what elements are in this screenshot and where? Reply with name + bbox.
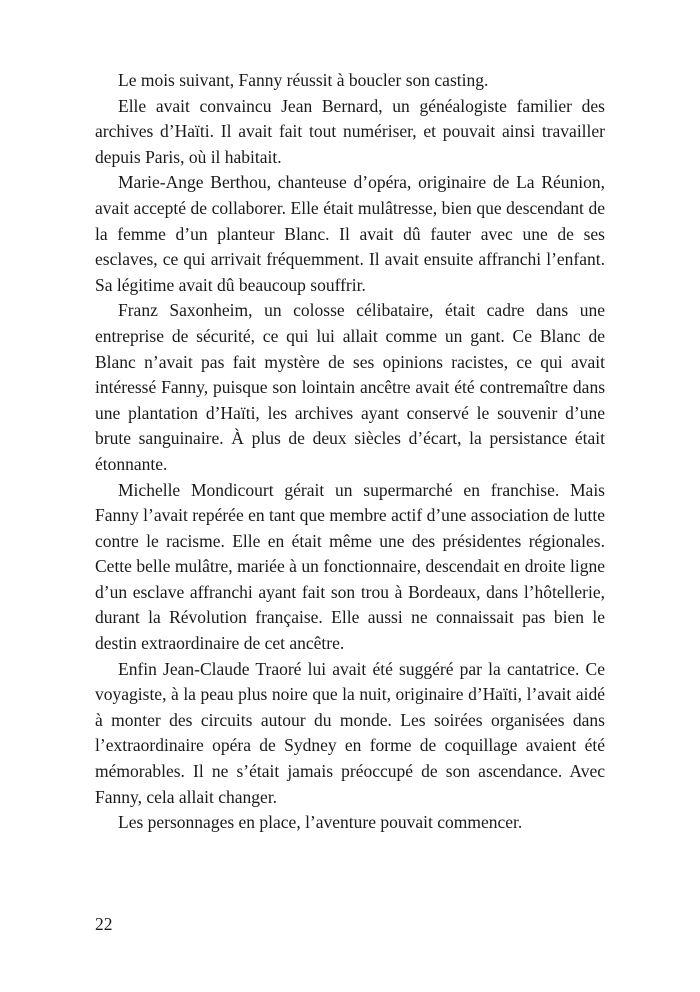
paragraph-1: Le mois suivant, Fanny réussit à boucler son casting.	[118, 70, 489, 90]
paragraph-5: Michelle Mondicourt gérait un supermarché en franchise. Mais Fanny l’avait repérée en tant que membre actif d’une association de lutte contre le racisme. Elle en était même une des présidentes régionales. Cette belle mulâtre, mariée à un fonctionnaire, descendait en droite ligne d’un esclave affranchi ayant fait son trou à Bordeaux, dans l’hôtellerie, durant la Révolution française. Elle aussi ne connaissait pas bien le destin extraordinaire de cet ancêtre.	[95, 479, 605, 654]
page-body	[95, 68, 605, 836]
paragraph-7: Les personnages en place, l’aventure pouvait commencer.	[118, 812, 523, 833]
paragraph-3: Marie-Ange Berthou, chanteuse d’opéra, originaire de La Réunion, avait accepté de collaborer. Elle était mulâtresse, bien que descendant de la femme d’un planteur Blanc. Il avait dû fauter avec une de ses esclaves, ce qui arrivait fréquemment. Il avait ensuite affranchi l’enfant. Sa légitime avait dû beaucoup souffrir.	[95, 172, 605, 295]
paragraph-4: Franz Saxonheim, un colosse célibataire, était cadre dans une entreprise de sécurité, ce qui lui allait comme un gant. Ce Blanc de Blanc n’avait pas fait mystère de ses opinions racistes, ce qui avait intéressé Fanny, puisque son lointain ancêtre avait été contremaître dans une plantation d’Haïti, les archives ayant conservé le souvenir d’une brute sanguinaire. À plus de deux siècles d’écart, la persistance était étonnante.	[95, 300, 605, 474]
paragraph-2: Elle avait convaincu Jean Bernard, un généalogiste familier des archives d’Haïti. Il avait fait tout numériser, et pouvait ainsi travailler depuis Paris, où il habitait.	[95, 95, 605, 167]
page-number: 22	[95, 914, 113, 934]
paragraph-6: Enfin Jean-Claude Traoré lui avait été suggéré par la cantatrice. Ce voyagiste, à la peau plus noire que la nuit, originaire d’Haïti, l’avait aidé à monter des circuits autour du monde. Les soirées organisées dans l’extraordinaire opéra de Sydney en forme de coquillage avaient été mémorables. Il ne s’était jamais préoccupé de son ascendance. Avec Fanny, cela allait changer.	[95, 658, 605, 807]
